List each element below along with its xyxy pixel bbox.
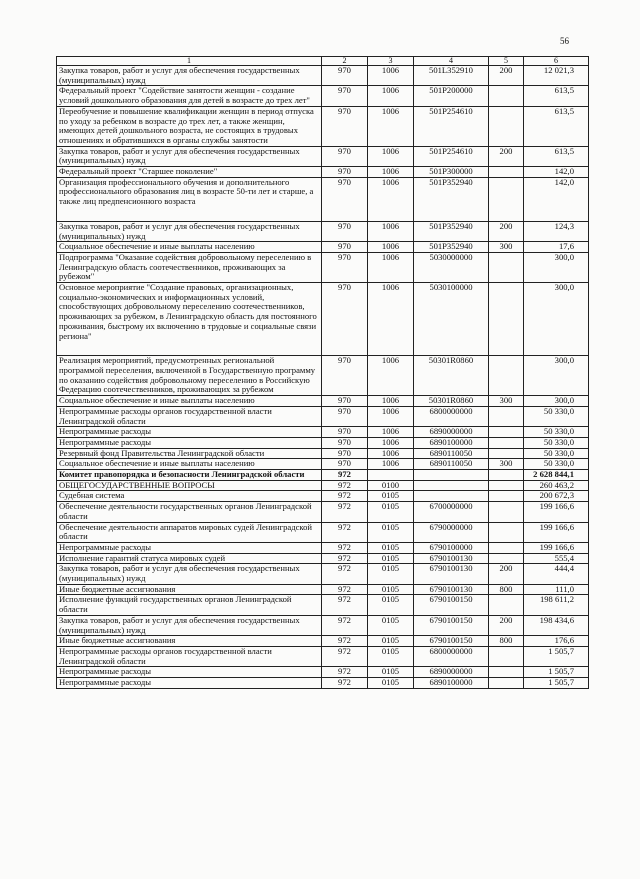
row-amount: 176,6 bbox=[524, 636, 589, 647]
column-number-row bbox=[57, 57, 589, 66]
table-row bbox=[57, 667, 589, 678]
row-amount: 199 166,6 bbox=[524, 522, 589, 542]
row-section: 1006 bbox=[368, 356, 414, 396]
row-grbs: 972 bbox=[322, 502, 368, 522]
row-expense-type bbox=[489, 448, 524, 459]
row-target-article: 6890000000 bbox=[414, 427, 489, 438]
row-expense-type bbox=[489, 646, 524, 666]
row-section: 1006 bbox=[368, 459, 414, 470]
row-amount: 200 672,3 bbox=[524, 491, 589, 502]
table-row bbox=[57, 636, 589, 647]
table-row bbox=[57, 177, 589, 221]
table-row bbox=[57, 356, 589, 396]
row-expense-type bbox=[489, 502, 524, 522]
row-amount: 142,0 bbox=[524, 167, 589, 178]
row-section: 1006 bbox=[368, 252, 414, 282]
row-expense-type bbox=[489, 167, 524, 178]
row-grbs: 972 bbox=[322, 646, 368, 666]
row-section: 1006 bbox=[368, 66, 414, 86]
row-grbs: 970 bbox=[322, 66, 368, 86]
row-grbs: 970 bbox=[322, 106, 368, 146]
row-section: 0105 bbox=[368, 542, 414, 553]
page-number: 56 bbox=[560, 36, 569, 46]
row-name: Непрограммные расходы bbox=[57, 678, 322, 689]
row-amount: 1 505,7 bbox=[524, 667, 589, 678]
row-target-article: 501P352940 bbox=[414, 221, 489, 241]
row-expense-type bbox=[489, 86, 524, 106]
table-row bbox=[57, 221, 589, 241]
row-expense-type: 300 bbox=[489, 396, 524, 407]
row-target-article: 6790100000 bbox=[414, 542, 489, 553]
row-target-article: 50301R0860 bbox=[414, 356, 489, 396]
table-row bbox=[57, 252, 589, 282]
row-expense-type: 200 bbox=[489, 66, 524, 86]
row-name: Переобучение и повышение квалификации женщин в период отпуска по уходу за ребенком в возрасте до трех лет, а также женщин, имеющих детей дошкольного возраста, не состоящих в трудовых отношениях и обратившихся в органы службы занятости bbox=[57, 106, 322, 146]
row-name: Исполнение гарантий статуса мировых судей bbox=[57, 553, 322, 564]
budget-table bbox=[56, 56, 589, 689]
row-section: 1006 bbox=[368, 221, 414, 241]
row-target-article: 6790100150 bbox=[414, 615, 489, 635]
row-amount: 444,4 bbox=[524, 564, 589, 584]
row-expense-type bbox=[489, 177, 524, 221]
table-row bbox=[57, 502, 589, 522]
row-target-article bbox=[414, 491, 489, 502]
row-amount: 198 434,6 bbox=[524, 615, 589, 635]
row-amount: 300,0 bbox=[524, 283, 589, 356]
row-grbs: 970 bbox=[322, 448, 368, 459]
row-grbs: 970 bbox=[322, 242, 368, 253]
row-expense-type bbox=[489, 491, 524, 502]
row-amount: 12 021,3 bbox=[524, 66, 589, 86]
row-name: Комитет правопорядка и безопасности Ленинградской области bbox=[57, 470, 322, 481]
table-row bbox=[57, 242, 589, 253]
row-grbs: 970 bbox=[322, 406, 368, 426]
table-row bbox=[57, 595, 589, 615]
table-row bbox=[57, 427, 589, 438]
row-amount: 1 505,7 bbox=[524, 678, 589, 689]
table-row bbox=[57, 470, 589, 481]
row-target-article: 6700000000 bbox=[414, 502, 489, 522]
row-grbs: 972 bbox=[322, 595, 368, 615]
row-target-article: 6890100000 bbox=[414, 678, 489, 689]
row-amount: 50 330,0 bbox=[524, 427, 589, 438]
row-section: 0100 bbox=[368, 480, 414, 491]
row-target-article bbox=[414, 470, 489, 481]
row-grbs: 972 bbox=[322, 522, 368, 542]
row-section bbox=[368, 470, 414, 481]
column-number: 3 bbox=[368, 57, 414, 66]
row-name: Непрограммные расходы органов государственной власти Ленинградской области bbox=[57, 646, 322, 666]
row-amount: 300,0 bbox=[524, 252, 589, 282]
row-grbs: 972 bbox=[322, 667, 368, 678]
row-target-article: 6790100150 bbox=[414, 636, 489, 647]
row-name: Непрограммные расходы органов государственной власти Ленинградской области bbox=[57, 406, 322, 426]
row-grbs: 970 bbox=[322, 437, 368, 448]
row-amount: 199 166,6 bbox=[524, 542, 589, 553]
row-amount: 50 330,0 bbox=[524, 459, 589, 470]
row-amount: 300,0 bbox=[524, 356, 589, 396]
row-name: Социальное обеспечение и иные выплаты населению bbox=[57, 396, 322, 407]
row-expense-type: 200 bbox=[489, 146, 524, 166]
row-grbs: 972 bbox=[322, 470, 368, 481]
row-section: 1006 bbox=[368, 406, 414, 426]
row-target-article: 6790100130 bbox=[414, 584, 489, 595]
row-section: 0105 bbox=[368, 584, 414, 595]
table-row bbox=[57, 406, 589, 426]
table-row bbox=[57, 86, 589, 106]
row-name: Реализация мероприятий, предусмотренных региональной программой переселения, включенной в Государственную программу по оказанию содействия добровольному переселению в Российскую Федерацию соотечественников, проживающих за рубежом bbox=[57, 356, 322, 396]
row-amount: 613,5 bbox=[524, 146, 589, 166]
table-row bbox=[57, 542, 589, 553]
row-amount: 1 505,7 bbox=[524, 646, 589, 666]
row-grbs: 972 bbox=[322, 553, 368, 564]
row-name: Организация профессионального обучения и дополнительного профессионального образования лиц в возрасте 50-ти лет и старше, а также лиц предпенсионного возраста bbox=[57, 177, 322, 221]
row-target-article: 6890110050 bbox=[414, 448, 489, 459]
row-name: Непрограммные расходы bbox=[57, 427, 322, 438]
row-target-article: 501L352910 bbox=[414, 66, 489, 86]
row-grbs: 972 bbox=[322, 678, 368, 689]
row-expense-type bbox=[489, 522, 524, 542]
table-row bbox=[57, 491, 589, 502]
row-name: Закупка товаров, работ и услуг для обеспечения государственных (муниципальных) нужд bbox=[57, 66, 322, 86]
table-row bbox=[57, 646, 589, 666]
row-section: 0105 bbox=[368, 553, 414, 564]
row-name: Подпрограмма "Оказание содействия добровольному переселению в Ленинградскую область соотечественников, проживающих за рубежом" bbox=[57, 252, 322, 282]
table-row bbox=[57, 480, 589, 491]
row-target-article bbox=[414, 480, 489, 491]
row-expense-type bbox=[489, 595, 524, 615]
row-expense-type: 300 bbox=[489, 459, 524, 470]
row-target-article: 501P200000 bbox=[414, 86, 489, 106]
column-number: 1 bbox=[57, 57, 322, 66]
row-expense-type: 200 bbox=[489, 615, 524, 635]
row-expense-type bbox=[489, 283, 524, 356]
row-amount: 50 330,0 bbox=[524, 406, 589, 426]
row-expense-type: 200 bbox=[489, 564, 524, 584]
row-name: Резервный фонд Правительства Ленинградской области bbox=[57, 448, 322, 459]
row-section: 1006 bbox=[368, 448, 414, 459]
row-grbs: 970 bbox=[322, 252, 368, 282]
row-expense-type bbox=[489, 427, 524, 438]
row-name: Иные бюджетные ассигнования bbox=[57, 636, 322, 647]
row-section: 0105 bbox=[368, 491, 414, 502]
row-section: 1006 bbox=[368, 396, 414, 407]
row-section: 0105 bbox=[368, 678, 414, 689]
row-name: Основное мероприятие "Создание правовых, организационных, социально-экономических и информационных условий, способствующих добровольному переселению соотечественников, проживающих за рубежом, в Ленинградскую область для постоянного проживания, быстрому их включению в трудовые и социальные связи региона" bbox=[57, 283, 322, 356]
row-name: Федеральный проект "Содействие занятости женщин - создание условий дошкольного образования для детей в возрасте до трех лет" bbox=[57, 86, 322, 106]
table-row bbox=[57, 437, 589, 448]
row-name: Закупка товаров, работ и услуг для обеспечения государственных (муниципальных) нужд bbox=[57, 564, 322, 584]
row-section: 0105 bbox=[368, 595, 414, 615]
row-name: Судебная система bbox=[57, 491, 322, 502]
row-target-article: 5030100000 bbox=[414, 283, 489, 356]
row-name: Социальное обеспечение и иные выплаты населению bbox=[57, 459, 322, 470]
row-grbs: 970 bbox=[322, 167, 368, 178]
row-name: Непрограммные расходы bbox=[57, 667, 322, 678]
row-name: Социальное обеспечение и иные выплаты населению bbox=[57, 242, 322, 253]
row-amount: 50 330,0 bbox=[524, 437, 589, 448]
row-expense-type bbox=[489, 470, 524, 481]
row-name: Обеспечение деятельности государственных органов Ленинградской области bbox=[57, 502, 322, 522]
row-section: 1006 bbox=[368, 242, 414, 253]
row-amount: 613,5 bbox=[524, 86, 589, 106]
row-expense-type bbox=[489, 667, 524, 678]
row-section: 1006 bbox=[368, 283, 414, 356]
row-grbs: 972 bbox=[322, 564, 368, 584]
column-number: 2 bbox=[322, 57, 368, 66]
table-row bbox=[57, 66, 589, 86]
row-name: Непрограммные расходы bbox=[57, 542, 322, 553]
row-expense-type bbox=[489, 553, 524, 564]
row-amount: 260 463,2 bbox=[524, 480, 589, 491]
row-expense-type bbox=[489, 437, 524, 448]
row-target-article: 501P254610 bbox=[414, 146, 489, 166]
row-target-article: 5030000000 bbox=[414, 252, 489, 282]
row-amount: 17,6 bbox=[524, 242, 589, 253]
row-expense-type: 200 bbox=[489, 221, 524, 241]
row-target-article: 6890110050 bbox=[414, 459, 489, 470]
column-number: 5 bbox=[489, 57, 524, 66]
row-section: 1006 bbox=[368, 437, 414, 448]
row-amount: 198 611,2 bbox=[524, 595, 589, 615]
row-section: 1006 bbox=[368, 167, 414, 178]
row-grbs: 972 bbox=[322, 480, 368, 491]
row-name: Федеральный проект "Старшее поколение" bbox=[57, 167, 322, 178]
row-amount: 124,3 bbox=[524, 221, 589, 241]
row-name: Закупка товаров, работ и услуг для обеспечения государственных (муниципальных) нужд bbox=[57, 615, 322, 635]
row-target-article: 6800000000 bbox=[414, 646, 489, 666]
row-amount: 2 628 844,1 bbox=[524, 470, 589, 481]
row-name: Обеспечение деятельности аппаратов мировых судей Ленинградской области bbox=[57, 522, 322, 542]
row-grbs: 970 bbox=[322, 396, 368, 407]
row-section: 0105 bbox=[368, 522, 414, 542]
row-name: Непрограммные расходы bbox=[57, 437, 322, 448]
row-name: Закупка товаров, работ и услуг для обеспечения государственных (муниципальных) нужд bbox=[57, 221, 322, 241]
row-expense-type bbox=[489, 480, 524, 491]
row-amount: 50 330,0 bbox=[524, 448, 589, 459]
row-expense-type: 300 bbox=[489, 242, 524, 253]
row-grbs: 970 bbox=[322, 427, 368, 438]
row-section: 0105 bbox=[368, 636, 414, 647]
row-expense-type bbox=[489, 252, 524, 282]
row-section: 0105 bbox=[368, 615, 414, 635]
row-target-article: 501P300000 bbox=[414, 167, 489, 178]
table-row bbox=[57, 459, 589, 470]
table-row bbox=[57, 553, 589, 564]
row-name: Исполнение функций государственных органов Ленинградской области bbox=[57, 595, 322, 615]
row-expense-type bbox=[489, 678, 524, 689]
row-section: 1006 bbox=[368, 427, 414, 438]
row-section: 0105 bbox=[368, 646, 414, 666]
row-grbs: 970 bbox=[322, 86, 368, 106]
row-target-article: 6890100000 bbox=[414, 437, 489, 448]
row-grbs: 970 bbox=[322, 177, 368, 221]
table-row bbox=[57, 564, 589, 584]
column-number: 4 bbox=[414, 57, 489, 66]
row-grbs: 972 bbox=[322, 615, 368, 635]
table-row bbox=[57, 615, 589, 635]
row-expense-type: 800 bbox=[489, 584, 524, 595]
table-row bbox=[57, 678, 589, 689]
row-grbs: 970 bbox=[322, 221, 368, 241]
row-grbs: 972 bbox=[322, 636, 368, 647]
row-amount: 111,0 bbox=[524, 584, 589, 595]
row-amount: 555,4 bbox=[524, 553, 589, 564]
table-row bbox=[57, 448, 589, 459]
row-expense-type bbox=[489, 356, 524, 396]
row-grbs: 972 bbox=[322, 542, 368, 553]
row-grbs: 970 bbox=[322, 459, 368, 470]
row-name: Закупка товаров, работ и услуг для обеспечения государственных (муниципальных) нужд bbox=[57, 146, 322, 166]
row-section: 1006 bbox=[368, 86, 414, 106]
row-amount: 300,0 bbox=[524, 396, 589, 407]
row-expense-type bbox=[489, 542, 524, 553]
row-target-article: 50301R0860 bbox=[414, 396, 489, 407]
row-target-article: 6890000000 bbox=[414, 667, 489, 678]
row-target-article: 6790000000 bbox=[414, 522, 489, 542]
row-target-article: 501P352940 bbox=[414, 177, 489, 221]
row-expense-type: 800 bbox=[489, 636, 524, 647]
table-row bbox=[57, 167, 589, 178]
row-target-article: 6800000000 bbox=[414, 406, 489, 426]
row-section: 0105 bbox=[368, 667, 414, 678]
row-section: 0105 bbox=[368, 564, 414, 584]
row-target-article: 6790100130 bbox=[414, 553, 489, 564]
row-amount: 199 166,6 bbox=[524, 502, 589, 522]
row-section: 1006 bbox=[368, 106, 414, 146]
row-section: 1006 bbox=[368, 177, 414, 221]
table-row bbox=[57, 584, 589, 595]
column-number: 6 bbox=[524, 57, 589, 66]
row-grbs: 972 bbox=[322, 584, 368, 595]
table-row bbox=[57, 146, 589, 166]
row-expense-type bbox=[489, 106, 524, 146]
table-body bbox=[57, 66, 589, 689]
row-name: ОБЩЕГОСУДАРСТВЕННЫЕ ВОПРОСЫ bbox=[57, 480, 322, 491]
table-row bbox=[57, 283, 589, 356]
row-expense-type bbox=[489, 406, 524, 426]
table-row bbox=[57, 522, 589, 542]
row-amount: 613,5 bbox=[524, 106, 589, 146]
table-row bbox=[57, 396, 589, 407]
row-grbs: 970 bbox=[322, 283, 368, 356]
table-row bbox=[57, 106, 589, 146]
row-target-article: 6790100150 bbox=[414, 595, 489, 615]
row-target-article: 501P254610 bbox=[414, 106, 489, 146]
row-target-article: 501P352940 bbox=[414, 242, 489, 253]
row-amount: 142,0 bbox=[524, 177, 589, 221]
row-name: Иные бюджетные ассигнования bbox=[57, 584, 322, 595]
row-section: 0105 bbox=[368, 502, 414, 522]
row-grbs: 972 bbox=[322, 491, 368, 502]
row-grbs: 970 bbox=[322, 146, 368, 166]
row-section: 1006 bbox=[368, 146, 414, 166]
row-grbs: 970 bbox=[322, 356, 368, 396]
row-target-article: 6790100130 bbox=[414, 564, 489, 584]
